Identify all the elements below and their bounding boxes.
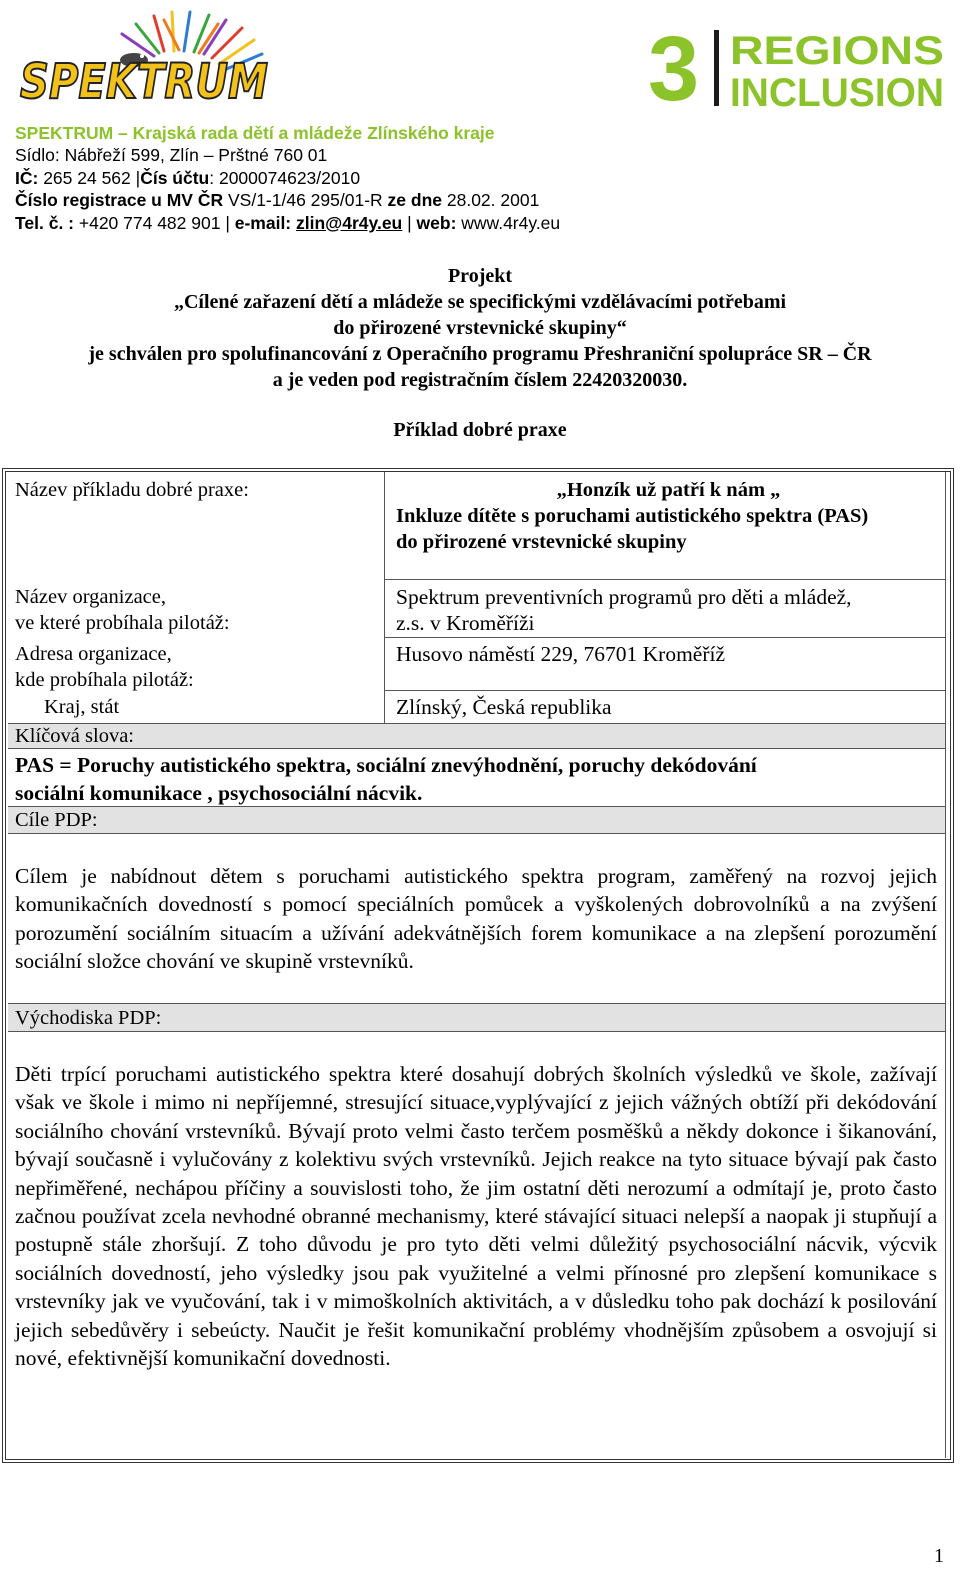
row-divider [8,748,946,749]
name-title: „Honzík už patří k nám „ [556,479,781,501]
ic-label: IČ: [15,167,39,188]
goals-label-band [8,807,946,833]
project-statement [0,263,960,393]
keywords-value [15,751,757,807]
keywords-label: Klíčová slova: [15,725,134,747]
right-inner-border [945,472,946,1458]
registration-date-label: ze dne [387,190,442,211]
registration-value: VS/1-1/46 295/01-R [223,190,388,211]
phone-label: Tel. č. : [15,212,74,233]
svg-text:SPEKTRUM: SPEKTRUM [20,54,268,110]
name-label: Název příkladu dobré praxe: [15,479,249,501]
web-link[interactable]: www.4r4y.eu [456,212,561,233]
row-divider [384,637,946,638]
phone-value: +420 774 482 901 | [74,212,235,233]
registration-label: Číslo registrace u MV ČR [15,190,224,211]
organization-address: Sídlo: Nábřeží 599, Zlín – Prštné 760 01 [15,145,328,166]
name-value [396,477,941,555]
row-divider [8,833,946,834]
account-value: : 2000074623/2010 [209,167,361,188]
row-divider [8,1031,946,1032]
web-label: web: [416,212,457,233]
organization-label-line-2: ve které probíhala pilotáž: [15,612,230,634]
organization-registration [15,189,560,211]
name-line-2: Inkluze dítěte s poruchami autistického spektra (PAS) [396,505,869,527]
email-link[interactable]: zlin@4r4y.eu [296,212,403,233]
basis-text: Děti trpící poruchami autistického spektra které dosahují dobrých školních výsledků ve škole, zažívají však ve škole i mimo ni nepříjemné, stresující situace,vyplývající z jejich vážných obtíží při dekódování sociálního chování vrstevníků. Bývají proto velmi často terčem posměšků a někdy dokonce i šikanování, bývají současně i vylučovány z kolektivu svých vrstevníků. Jejich reakce na tyto situace bývají pak často nepřiměřené, nechápou příčiny a souvislosti toho, že jim ostatní děti nerozumí a odmítají je, proto často začnou používat zcela nevhodné obranné mechanismy, které stávající situaci nelepší a naopak ji stupňují a postupně stále zhoršují. Z toho důvodu je pro tyto děti velmi důležitý psychosociální nácvik, výcvik sociálních dovedností, jeho výsledky jsou pak využitelné a velmi přínosné pro zlepšení komunikace s vrstevníky jak ve vyučování, tak i v mimoškolních aktivitách, a v důsledku toho pak dochází k posilování jejich sebedůvěry i sebeúcty. Naučit je řešit komunikační problémy vhodnějším způsobem a osvojují si nové, efektivnější komunikační dovednosti. [15,1062,937,1371]
ic-value: 265 24 562 | [38,167,141,188]
column-divider [384,472,385,724]
project-line-4: a je veden pod registračním číslem 22420320030. [272,369,688,391]
region-value: Zlínský, Česká republika [396,695,612,719]
page-number: 1 [934,1545,944,1567]
goals-label: Cíle PDP: [15,809,98,831]
svg-text:3: 3 [648,18,700,120]
row-divider [8,723,946,724]
address-label [15,641,194,693]
keywords-line-1: PAS = Poruchy autistického spektra, sociální znevýhodnění, poruchy dekódování [15,753,757,777]
svg-text:REGIONS: REGIONS [730,29,944,73]
address-label-line-1: Adresa organizace, [15,643,172,665]
basis-label: Východiska PDP: [15,1007,162,1029]
project-line-3: je schválen pro spolufinancování z Operačního programu Přeshraniční spolupráce SR – ČR [88,343,872,365]
organization-contacts [15,212,560,234]
3-regions-inclusion-logo [648,18,948,120]
organization-name: SPEKTRUM – Krajská rada dětí a mládeže Zlínského kraje [15,123,495,143]
organization-label-line-1: Název organizace, [15,586,166,608]
row-divider [384,690,946,691]
project-heading: Projekt [447,265,513,287]
project-line-1: „Cílené zařazení dětí a mládeže se specifickými vzdělávacími potřebami [173,291,787,313]
region-label: Kraj, stát [44,696,120,718]
organization-info [15,122,560,234]
organization-label [15,584,230,636]
email-label: e-mail: [234,212,292,233]
address-label-line-2: kde probíhala pilotáž: [15,669,194,691]
organization-ids [15,167,560,189]
row-divider [8,1003,946,1004]
organization-value-line-1: Spektrum preventivních programů pro děti a mládež, [396,585,852,609]
good-practice-heading: Příklad dobré praxe [393,419,567,441]
row-divider [384,579,946,580]
account-label: Čís účtu [140,167,210,188]
organization-value [396,584,852,636]
spektrum-logo [14,6,274,110]
keywords-label-band [8,724,946,748]
goals-text: Cílem je nabídnout dětem s poruchami autistického spektra program, zaměřený na rozvoj jejich komunikačních dovedností s pomocí speciálních pomůcek a vyškolených dobrovolníků a na zvýšení porozumění sociálním situacím a užívání adekvátnějších forem komunikace a na zlepšení porozumění sociální složce chování ve skupině vrstevníků. [15,864,937,974]
address-value: Husovo náměstí 229, 76701 Kroměříž [396,642,726,666]
keywords-line-2: sociální komunikace , psychosociální nácvik. [15,781,423,805]
project-line-2: do přirozené vrstevnické skupiny“ [333,317,627,339]
svg-text:INCLUSION: INCLUSION [730,71,944,115]
web-separator: | [402,212,417,233]
registration-date: 28.02. 2001 [442,190,540,211]
name-line-3: do přirozené vrstevnické skupiny [396,531,687,553]
organization-value-line-2: z.s. v Kroměříži [396,611,535,635]
